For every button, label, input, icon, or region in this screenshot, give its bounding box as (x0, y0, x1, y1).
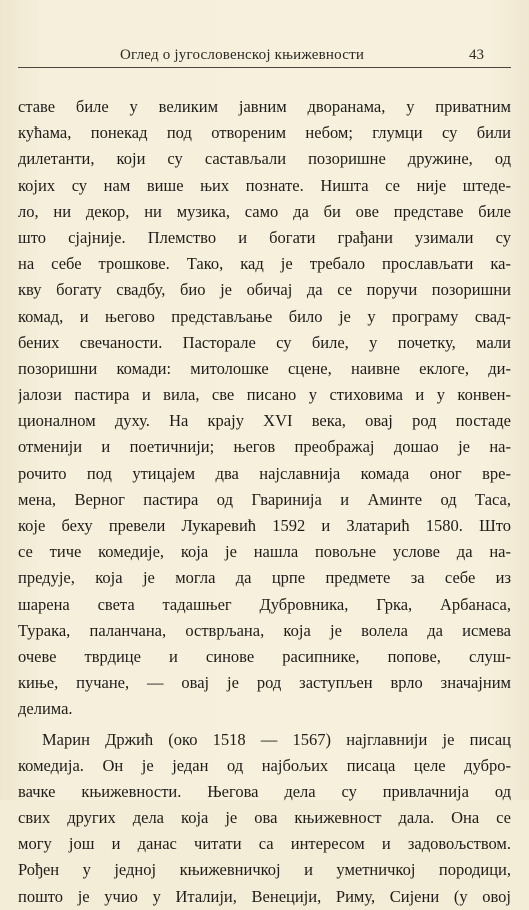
paragraph-2 (18, 727, 511, 910)
body-text (18, 94, 511, 910)
text-line: јалози пастира и вила, све писано у стиховима и у конвен- (18, 385, 511, 405)
text-line: рочито под утицајем два најславнија комада оног вре- (18, 463, 511, 483)
text-line: пошто је учио у Италији, Венецији, Риму, Сијени (у овој (18, 886, 511, 906)
text-line: којих су нам више њих познате. Ништа се није штеде- (18, 175, 511, 195)
text-line: свих других дела која је ова књижевност дала. Она се (18, 808, 511, 828)
text-line: шарена света тадашњег Дубровника, Грка, Арбанаса, (18, 594, 511, 614)
text-line: предује, која је могла да црпе предмете за себе из (18, 568, 511, 588)
page-number: 43 (469, 47, 484, 63)
text-line: бених свечаности. Пасторале су биле, у почетку, мали (18, 332, 511, 352)
text-line: што сјајније. Племство и богати грађани узимали су (18, 227, 511, 247)
text-line: делима. (18, 699, 73, 719)
text-line: на себе трошкове. Тако, кад је требало прослављати ка- (18, 254, 511, 274)
running-title: Оглед о југословенској књижевности (120, 47, 365, 63)
text-line: Марин Држић (око 1518 — 1567) најглавнији је писац (42, 729, 511, 749)
text-line: Турака, паланчана, остврљана, која је волела да исмева (18, 620, 511, 640)
text-line: ционалном духу. На крају XVI века, овај род постаде (18, 411, 511, 431)
text-line: дилетанти, који су састављали позоришне дружине, од (18, 149, 511, 169)
text-line: се тиче комедије, која је нашла повољне услове да на- (18, 542, 511, 562)
paragraph-1 (18, 94, 511, 723)
text-line: комад, и његово представљање било је у програму свад- (18, 306, 511, 326)
text-line: ставе биле у великим јавним дворанама, у приватним (18, 97, 511, 116)
text-line: кућама, понекад под отвореним небом; глумци су били (18, 123, 511, 143)
running-header (0, 42, 529, 68)
text-line: ло, ни декор, ни музика, само да би ове представе биле (18, 201, 511, 221)
text-line: Рођен у једној књижевничкој и уметничкој породици, (18, 860, 511, 880)
text-line: вачке књижевности. Његова дела су привлачнија од (18, 781, 511, 801)
text-line: киње, пучане, — овај је род заступљен врло значајним (18, 673, 511, 693)
header-rule (18, 67, 511, 68)
text-line: могу још и данас читати са интересом и задовољством. (18, 834, 511, 854)
text-line: комедија. Он је један од најбољих писаца целе дубро- (18, 755, 511, 775)
text-line: очеве тврдице и синове расипнике, попове, слуш- (18, 646, 511, 666)
text-line: кву богату свадбу, био је обичај да се поручи позоришни (18, 280, 511, 300)
text-line: које беху превели Лукаревић 1592 и Златарић 1580. Што (18, 516, 511, 535)
text-line: мена, Верног пастира од Гваринија и Аминте од Таса, (18, 489, 511, 509)
text-line: отменији и поетичнији; његов преображај дошао је на- (18, 437, 511, 457)
text-line: позоришни комади: митолошке сцене, наивне еклоге, ди- (18, 358, 511, 378)
